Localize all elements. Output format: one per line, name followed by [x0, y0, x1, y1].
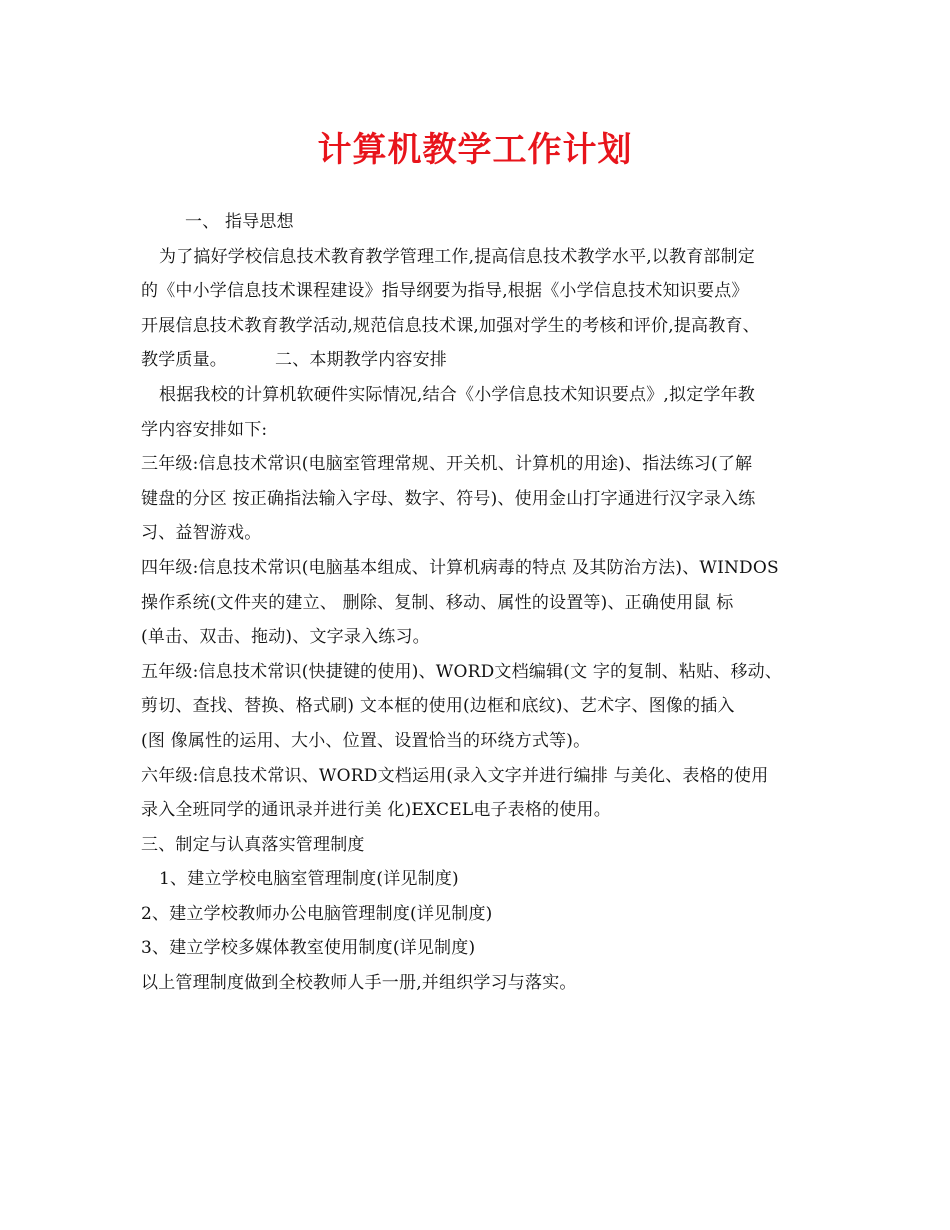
grade5-line: (图 像属性的运用、大小、位置、设置恰当的环绕方式等)。 — [141, 730, 591, 751]
section-heading-management: 三、制定与认真落实管理制度 — [141, 834, 365, 855]
paragraph-line-with-heading — [141, 343, 821, 378]
grade3-line: 键盘的分区 按正确指法输入字母、数字、符号)、使用金山打字通进行汉字录入练 — [141, 488, 756, 509]
paragraph-line: 开展信息技术教育教学活动,规范信息技术课,加强对学生的考核和评价,提高教育、 — [141, 315, 760, 336]
document-title: 计算机教学工作计划 — [317, 130, 633, 170]
paragraph-line: 的《中小学信息技术课程建设》指导纲要为指导,根据《小学信息技术知识要点》 — [141, 281, 749, 302]
grade5-line: 五年级:信息技术常识(快捷键的使用)、WORD文档编辑(文 字的复制、粘贴、移动、 — [141, 661, 783, 682]
rule-item-3: 3、建立学校多媒体教室使用制度(详见制度) — [141, 938, 476, 959]
grade6-line: 六年级:信息技术常识、WORD文档运用(录入文字并进行编排 与美化、表格的使用 — [141, 765, 769, 786]
grade3-line: 习、益智游戏。 — [141, 523, 262, 544]
section-heading-guiding-ideology: 一、 指导思想 — [185, 212, 294, 232]
document-body — [141, 205, 821, 1001]
grade3-line: 三年级:信息技术常识(电脑室管理常规、开关机、计算机的用途)、指法练习(了解 — [141, 454, 753, 475]
grade4-line: 四年级:信息技术常识(电脑基本组成、计算机病毒的特点 及其防治方法)、WINDOS — [141, 557, 779, 578]
paragraph-line: 为了搞好学校信息技术教育教学管理工作,提高信息技术教学水平,以教育部制定 — [159, 246, 756, 267]
grade6-line: 录入全班同学的通讯录并进行美 化)EXCEL电子表格的使用。 — [141, 800, 611, 821]
rule-item-1: 1、建立学校电脑室管理制度(详见制度) — [159, 869, 459, 890]
closing-line: 以上管理制度做到全校教师人手一册,并组织学习与落实。 — [141, 973, 577, 994]
grade4-line: (单击、双击、拖动)、文字录入练习。 — [141, 627, 430, 648]
paragraph-text: 教学质量。 — [141, 350, 227, 371]
grade5-line: 剪切、查找、替换、格式刷) 文本框的使用(边框和底纹)、艺术字、图像的插入 — [141, 696, 735, 717]
paragraph-line: 根据我校的计算机软硬件实际情况,结合《小学信息技术知识要点》,拟定学年教 — [159, 384, 756, 405]
grade4-line: 操作系统(文件夹的建立、 删除、复制、移动、属性的设置等)、正确使用鼠 标 — [141, 592, 734, 613]
rule-item-2: 2、建立学校教师办公电脑管理制度(详见制度) — [141, 903, 493, 924]
section-heading-content-plan: 二、本期教学内容安排 — [275, 350, 447, 371]
paragraph-line: 学内容安排如下: — [141, 419, 268, 440]
